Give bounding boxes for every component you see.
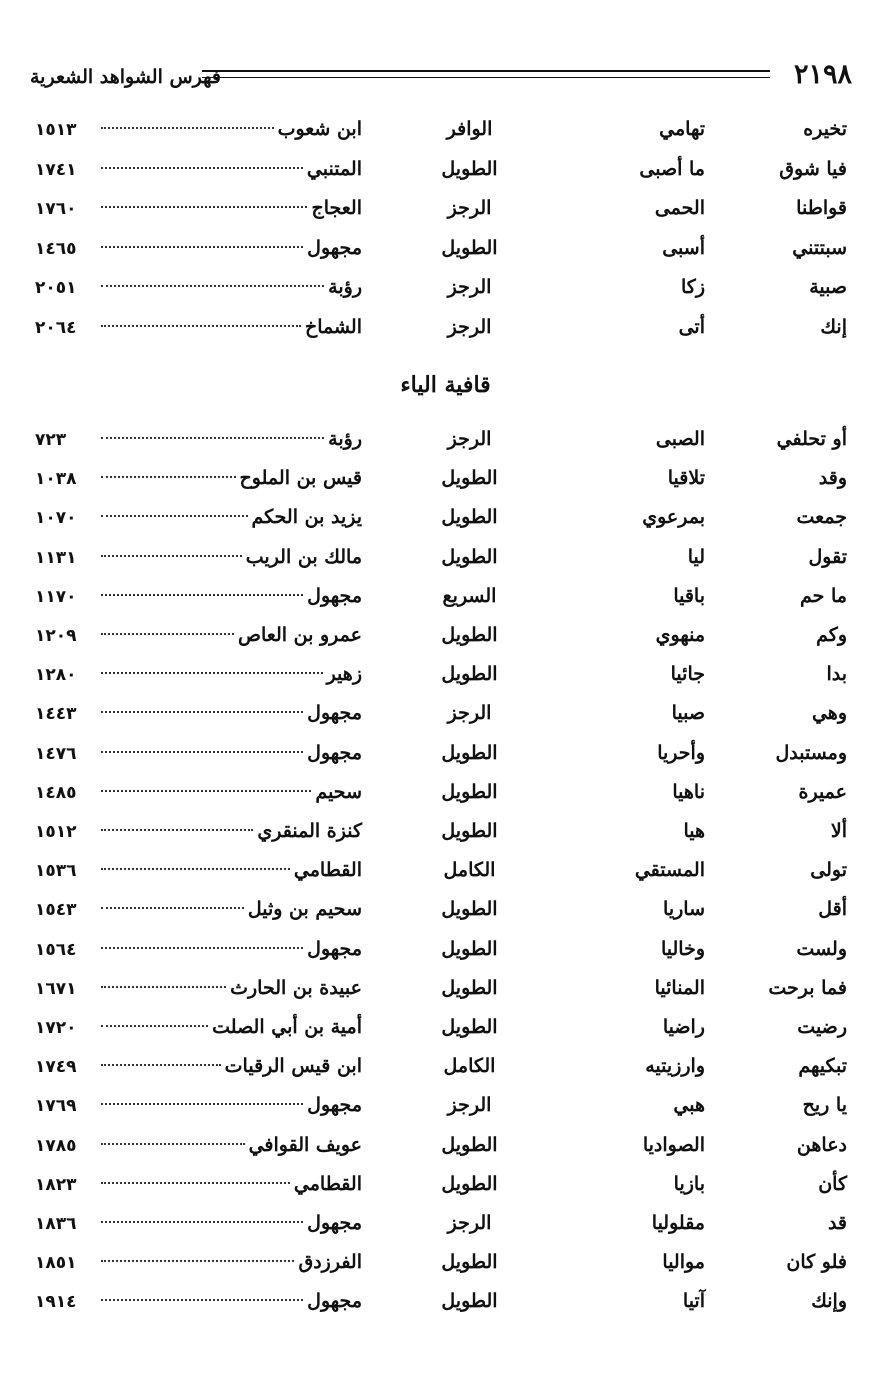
table-row <box>35 698 847 728</box>
page-reference: ١٢٨٠ <box>35 665 77 686</box>
leader-dots <box>101 1064 221 1066</box>
poet-name: مجهول <box>307 937 362 960</box>
opening-word: بدا <box>826 663 847 686</box>
meter: السريع <box>442 584 497 607</box>
opening-word: جمعت <box>796 506 847 529</box>
poet-entry <box>35 1286 362 1316</box>
opening-word: ألا <box>830 820 847 842</box>
page-reference: ٧٢٣ <box>35 430 67 450</box>
rhyme-word: ما أصبى <box>639 157 705 180</box>
meter: الرجز <box>447 1212 492 1234</box>
table-row <box>35 855 847 885</box>
meter: الوافر <box>446 118 493 140</box>
poet-name: القطامي <box>293 1172 362 1195</box>
leader-dots <box>101 868 290 870</box>
table-row <box>35 581 847 611</box>
table-row <box>35 1130 847 1160</box>
page-reference: ١٧٦٠ <box>35 199 77 220</box>
page-reference: ١١٧٠ <box>35 586 77 607</box>
opening-word: فلو كان <box>786 1251 847 1274</box>
poet-name: كنزة المنقري <box>257 820 362 842</box>
poet-name: مجهول <box>307 702 362 725</box>
opening-word: ما حم <box>800 584 847 607</box>
leader-dots <box>101 1143 245 1145</box>
page-reference: ٢٠٥١ <box>35 278 77 299</box>
poet-name: يزيد بن الحكم <box>251 506 362 529</box>
rhyme-word: ناهيا <box>672 780 705 803</box>
rhyme-word: المستقي <box>634 859 705 882</box>
poet-name: عويف القوافي <box>248 1133 362 1156</box>
poet-name: رؤبة <box>328 428 362 450</box>
poet-name: القطامي <box>293 859 362 882</box>
rhyme-word: الصواديا <box>642 1133 705 1156</box>
opening-word: كأن <box>818 1172 847 1195</box>
table-row <box>35 894 847 924</box>
meter: الطويل <box>441 1290 498 1313</box>
rhyme-word: مواليا <box>662 1251 705 1274</box>
table-row <box>35 1286 847 1316</box>
opening-word: أقل <box>818 898 847 921</box>
rhyme-word: مقلوليا <box>651 1212 705 1234</box>
poet-name: العجاج <box>311 197 362 220</box>
meter: الكامل <box>443 1055 496 1078</box>
meter: الطويل <box>441 1251 498 1274</box>
opening-word: صبية <box>809 276 847 299</box>
opening-word: قواطنا <box>796 197 847 220</box>
page-reference: ١٥٣٦ <box>35 861 77 882</box>
rhyme-word: ليا <box>687 545 705 568</box>
rhyme-word: ساريا <box>663 898 705 921</box>
poet-entry <box>35 154 362 184</box>
poet-entry <box>35 1130 362 1160</box>
rhyme-word: زكا <box>680 276 705 299</box>
leader-dots <box>101 986 226 988</box>
poet-entry <box>35 934 362 964</box>
leader-dots <box>101 711 303 713</box>
poet-name: سحيم <box>315 780 362 803</box>
poet-name: الشماخ <box>304 316 362 338</box>
meter: الطويل <box>441 741 498 764</box>
rhyme-word: وأحريا <box>657 741 705 764</box>
opening-word: وكم <box>816 624 847 646</box>
poet-entry <box>35 777 362 807</box>
poet-name: زهير <box>326 663 362 686</box>
meter: الطويل <box>441 236 498 259</box>
meter: الطويل <box>441 467 498 490</box>
rhyme-word: صبيا <box>671 702 705 725</box>
poet-name: مالك بن الريب <box>245 545 362 568</box>
poet-entry <box>35 1208 362 1238</box>
poet-name: عمرو بن العاص <box>238 624 362 646</box>
poet-name: مجهول <box>307 1290 362 1313</box>
meter: الطويل <box>441 898 498 921</box>
rhyme-word: أتى <box>678 316 705 338</box>
leader-dots <box>101 790 311 792</box>
table-row <box>35 816 847 846</box>
opening-word: دعاهن <box>796 1133 847 1156</box>
section-title: قافية الياء <box>400 372 491 398</box>
leader-dots <box>101 672 323 674</box>
leader-dots <box>101 437 324 439</box>
table-row <box>35 738 847 768</box>
rhyme-word: وخاليا <box>660 937 705 960</box>
poet-entry <box>35 816 362 846</box>
meter: الطويل <box>441 937 498 960</box>
meter: الرجز <box>447 702 492 725</box>
table-row <box>35 620 847 650</box>
meter: الطويل <box>441 820 498 842</box>
meter: الكامل <box>443 859 496 882</box>
meter: الرجز <box>447 316 492 338</box>
poet-entry <box>35 973 362 1003</box>
rhyme-word: باقيا <box>673 584 705 607</box>
table-row <box>35 542 847 572</box>
opening-word: أو تحلفي <box>776 428 847 450</box>
poet-name: ابن قيس الرقيات <box>224 1055 362 1078</box>
table-row <box>35 1169 847 1199</box>
opening-word: تقول <box>808 545 847 568</box>
poet-entry <box>35 855 362 885</box>
rhyme-word: راضيا <box>662 1016 705 1038</box>
rhyme-word: الصبى <box>655 428 705 450</box>
leader-dots <box>101 1025 208 1027</box>
table-row <box>35 463 847 493</box>
leader-dots <box>101 555 242 557</box>
page-reference: ١٠٧٠ <box>35 508 77 529</box>
opening-word: ومستبدل <box>775 741 847 764</box>
table-row <box>35 424 847 454</box>
leader-dots <box>101 246 303 248</box>
table-row <box>35 114 847 144</box>
leader-dots <box>101 1221 303 1223</box>
poet-entry <box>35 1247 362 1277</box>
poet-name: ابن شعوب <box>277 118 362 140</box>
meter: الرجز <box>447 197 492 220</box>
leader-dots <box>101 907 244 909</box>
poet-entry <box>35 581 362 611</box>
page-reference: ١١٣١ <box>35 547 77 568</box>
table-row <box>35 1208 847 1238</box>
rhyme-word: وارزيتيه <box>645 1055 705 1078</box>
rhyme-word: هيا <box>683 820 705 842</box>
meter: الطويل <box>441 663 498 686</box>
poet-entry <box>35 233 362 263</box>
page-reference: ١٦٧١ <box>35 978 77 999</box>
table-row <box>35 934 847 964</box>
opening-word: تبكيهم <box>798 1055 847 1078</box>
meter: الطويل <box>441 624 498 646</box>
poet-entry <box>35 1012 362 1042</box>
page-header <box>30 58 852 94</box>
opening-word: تولى <box>810 859 847 882</box>
poet-entry <box>35 114 362 144</box>
poet-entry <box>35 463 362 493</box>
leader-dots <box>101 1260 294 1262</box>
leader-dots <box>101 751 303 753</box>
poet-entry <box>35 620 362 650</box>
meter: الطويل <box>441 976 498 999</box>
poet-entry <box>35 738 362 768</box>
page-reference: ١٥٦٤ <box>35 939 77 960</box>
rhyme-word: جائيا <box>670 663 705 686</box>
leader-dots <box>101 829 253 831</box>
leader-dots <box>101 476 236 478</box>
poet-name: عبيدة بن الحارث <box>230 976 362 999</box>
table-row <box>35 233 847 263</box>
table-row <box>35 1247 847 1277</box>
page-reference: ٢٠٦٤ <box>35 318 77 338</box>
poet-entry <box>35 698 362 728</box>
table-row <box>35 312 847 342</box>
leader-dots <box>101 285 324 287</box>
page-reference: ١٤٨٥ <box>35 782 77 803</box>
leader-dots <box>101 515 248 517</box>
meter: الطويل <box>441 506 498 529</box>
poet-name: قيس بن الملوح <box>239 467 362 490</box>
page-reference: ١٨٢٣ <box>35 1174 77 1195</box>
page-reference: ١٤٦٥ <box>35 238 77 259</box>
opening-word: وإنك <box>811 1290 847 1313</box>
page-reference: ١٩١٤ <box>35 1292 77 1313</box>
poet-name: مجهول <box>307 1212 362 1234</box>
meter: الطويل <box>441 1016 498 1038</box>
page-reference: ١٢٠٩ <box>35 626 77 646</box>
poet-entry <box>35 193 362 223</box>
opening-word: سبتتني <box>792 236 847 259</box>
leader-dots <box>101 633 234 635</box>
table-row <box>35 777 847 807</box>
leader-dots <box>101 1299 303 1301</box>
poet-name: مجهول <box>307 584 362 607</box>
meter: الرجز <box>447 1094 492 1117</box>
poet-entry <box>35 272 362 302</box>
opening-word: ولست <box>796 937 847 960</box>
poet-name: المتنبي <box>306 157 362 180</box>
meter: الطويل <box>441 780 498 803</box>
table-row <box>35 272 847 302</box>
rhyme-word: بازيا <box>673 1172 705 1195</box>
poet-entry <box>35 1169 362 1199</box>
poet-name: سحيم بن وثيل <box>247 898 362 921</box>
poet-entry <box>35 1051 362 1081</box>
rhyme-word: آتيا <box>682 1290 705 1313</box>
table-row <box>35 1012 847 1042</box>
meter: الطويل <box>441 1172 498 1195</box>
poet-entry <box>35 659 362 689</box>
page-reference: ١٧٨٥ <box>35 1135 77 1156</box>
opening-word: تخيره <box>803 118 847 140</box>
page-reference: ١٥١٣ <box>35 120 77 140</box>
table-row <box>35 193 847 223</box>
opening-word: قد <box>827 1212 847 1234</box>
page-reference: ١٨٣٦ <box>35 1214 77 1234</box>
table-row <box>35 502 847 532</box>
meter: الطويل <box>441 1133 498 1156</box>
table-row <box>35 973 847 1003</box>
poet-name: أمية بن أبي الصلت <box>212 1016 362 1038</box>
rhyme-word: بمرعوي <box>642 506 705 529</box>
page-number: ٢١٩٨ <box>793 59 852 90</box>
leader-dots <box>101 1103 303 1105</box>
page-reference: ١٥٤٣ <box>35 900 77 921</box>
rhyme-word: المنائيا <box>654 976 705 999</box>
page-reference: ١٤٧٦ <box>35 743 77 764</box>
opening-word: عميرة <box>798 780 847 803</box>
poet-entry <box>35 502 362 532</box>
rhyme-word: تلاقيا <box>667 467 705 490</box>
leader-dots <box>101 167 303 169</box>
leader-dots <box>101 325 301 327</box>
page-reference: ١٧٦٩ <box>35 1096 77 1117</box>
leader-dots <box>101 947 303 949</box>
poet-entry <box>35 312 362 342</box>
poet-name: مجهول <box>307 1094 362 1117</box>
leader-dots <box>101 206 307 208</box>
poet-entry <box>35 894 362 924</box>
table-row <box>35 1051 847 1081</box>
page-reference: ١٧٢٠ <box>35 1018 77 1038</box>
poet-name: الفرزدق <box>298 1251 362 1274</box>
meter: الطويل <box>441 157 498 180</box>
meter: الرجز <box>447 276 492 299</box>
leader-dots <box>101 127 274 129</box>
table-row <box>35 1090 847 1120</box>
page-reference: ١٥١٢ <box>35 822 77 842</box>
meter: الرجز <box>447 428 492 450</box>
rhyme-word: منهوي <box>655 624 705 646</box>
rhyme-word: هبي <box>673 1094 705 1117</box>
rhyme-word: أسبى <box>662 236 705 259</box>
opening-word: رضيت <box>797 1016 847 1038</box>
poet-entry <box>35 424 362 454</box>
table-row <box>35 154 847 184</box>
meter: الطويل <box>441 545 498 568</box>
page-reference: ١٤٤٣ <box>35 704 77 725</box>
page-reference: ١٧٤١ <box>35 159 77 180</box>
opening-word: إنك <box>820 316 847 338</box>
poet-name: مجهول <box>307 741 362 764</box>
page-reference: ١٨٥١ <box>35 1253 77 1274</box>
poet-entry <box>35 1090 362 1120</box>
leader-dots <box>101 1182 290 1184</box>
poet-name: رؤبة <box>328 276 362 299</box>
poet-entry <box>35 542 362 572</box>
opening-word: فما برحت <box>768 976 847 999</box>
poet-name: مجهول <box>307 236 362 259</box>
rhyme-word: الحمى <box>654 197 705 220</box>
opening-word: وهي <box>811 702 847 725</box>
leader-dots <box>101 594 303 596</box>
opening-word: يا ريح <box>802 1094 847 1117</box>
opening-word: فيا شوق <box>779 157 847 180</box>
page-reference: ١٧٤٩ <box>35 1057 77 1078</box>
header-rule <box>202 70 770 78</box>
opening-word: وقد <box>818 467 847 490</box>
page-reference: ١٠٣٨ <box>35 469 77 490</box>
running-title: فهرس الشواهد الشعرية <box>30 66 221 88</box>
table-row <box>35 659 847 689</box>
rhyme-word: تهامي <box>659 118 705 140</box>
